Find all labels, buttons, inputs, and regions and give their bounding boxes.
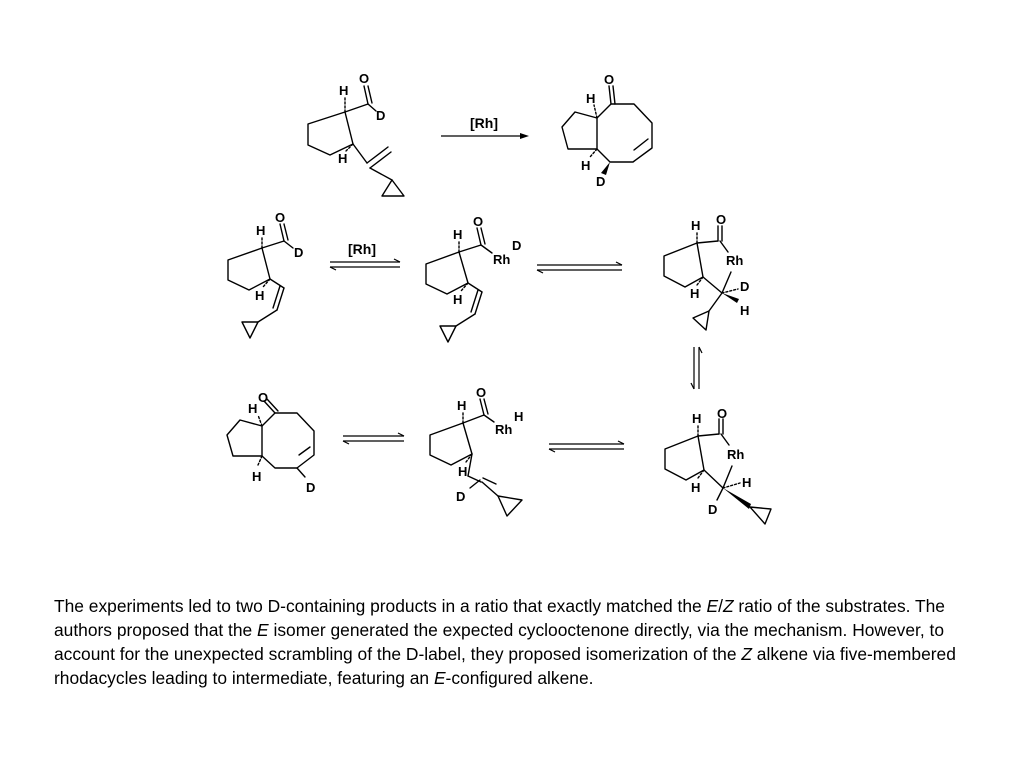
atom-h: H (457, 398, 467, 413)
atom-h: H (255, 288, 265, 303)
atom-o: O (476, 385, 487, 400)
atom-d: D (376, 108, 386, 123)
atom-d: D (596, 174, 606, 189)
atom-rh: Rh (495, 422, 513, 437)
atom-o: O (275, 210, 286, 225)
atom-d: D (456, 489, 466, 504)
deuterated-cyclooctenone-product (227, 390, 315, 495)
atom-h: H (586, 91, 596, 106)
atom-rh: Rh (493, 252, 511, 267)
atom-h: H (581, 158, 591, 173)
e-aldehyde-substrate (308, 71, 404, 196)
atom-h: H (458, 464, 468, 479)
atom-d: D (740, 279, 750, 294)
atom-h: H (690, 286, 700, 301)
atom-h: H (256, 223, 266, 238)
rhodacycle-intermediate-bottom (665, 406, 771, 524)
atom-rh: Rh (727, 447, 745, 462)
rhodium-catalyst-label: [Rh] (348, 241, 376, 257)
atom-h: H (742, 475, 752, 490)
equilibrium-arrow (330, 259, 400, 270)
z-aldehyde-substrate (228, 210, 303, 338)
atom-h: H (252, 469, 262, 484)
atom-o: O (359, 71, 370, 86)
atom-h: H (740, 303, 750, 318)
rhodium-catalyst-label: [Rh] (470, 115, 498, 131)
atom-o: O (716, 212, 727, 227)
atom-h: H (338, 151, 348, 166)
equilibrium-arrow (537, 262, 622, 273)
cyclooctenone-product (562, 72, 652, 189)
atom-h: H (691, 218, 701, 233)
e-alkene-rhodium-hydride-intermediate (430, 385, 523, 516)
atom-o: O (717, 406, 728, 421)
atom-rh: Rh (726, 253, 744, 268)
caption-paragraph: The experiments led to two D-containing products in a ratio that exactly matched the E/Z ratio of the substrates. The authors proposed that the E isomer generated the expected cyclooctenone directly, via the mechanism. However, to account for the unexpected scrambling of the D-label, they proposed isomerization of the Z alkene via five-membered rhodacycles leading to intermediate, featuring an E-configured alkene. (54, 596, 956, 689)
reaction-arrow (441, 133, 529, 139)
atom-d: D (306, 480, 316, 495)
equilibrium-arrow (549, 441, 624, 452)
atom-o: O (473, 214, 484, 229)
atom-h: H (691, 480, 701, 495)
atom-d: D (294, 245, 304, 260)
atom-h: H (248, 401, 258, 416)
equilibrium-arrow (343, 433, 404, 444)
atom-h: H (514, 409, 524, 424)
atom-h: H (453, 227, 463, 242)
atom-o: O (258, 390, 269, 405)
atom-o: O (604, 72, 615, 87)
atom-h: H (339, 83, 349, 98)
rhodacycle-intermediate-top (664, 212, 749, 330)
rhodium-hydride-intermediate (426, 214, 521, 342)
atom-h: H (692, 411, 702, 426)
vertical-equilibrium-arrow (691, 347, 702, 389)
atom-h: H (453, 292, 463, 307)
atom-d: D (708, 502, 718, 517)
atom-d: D (512, 238, 522, 253)
